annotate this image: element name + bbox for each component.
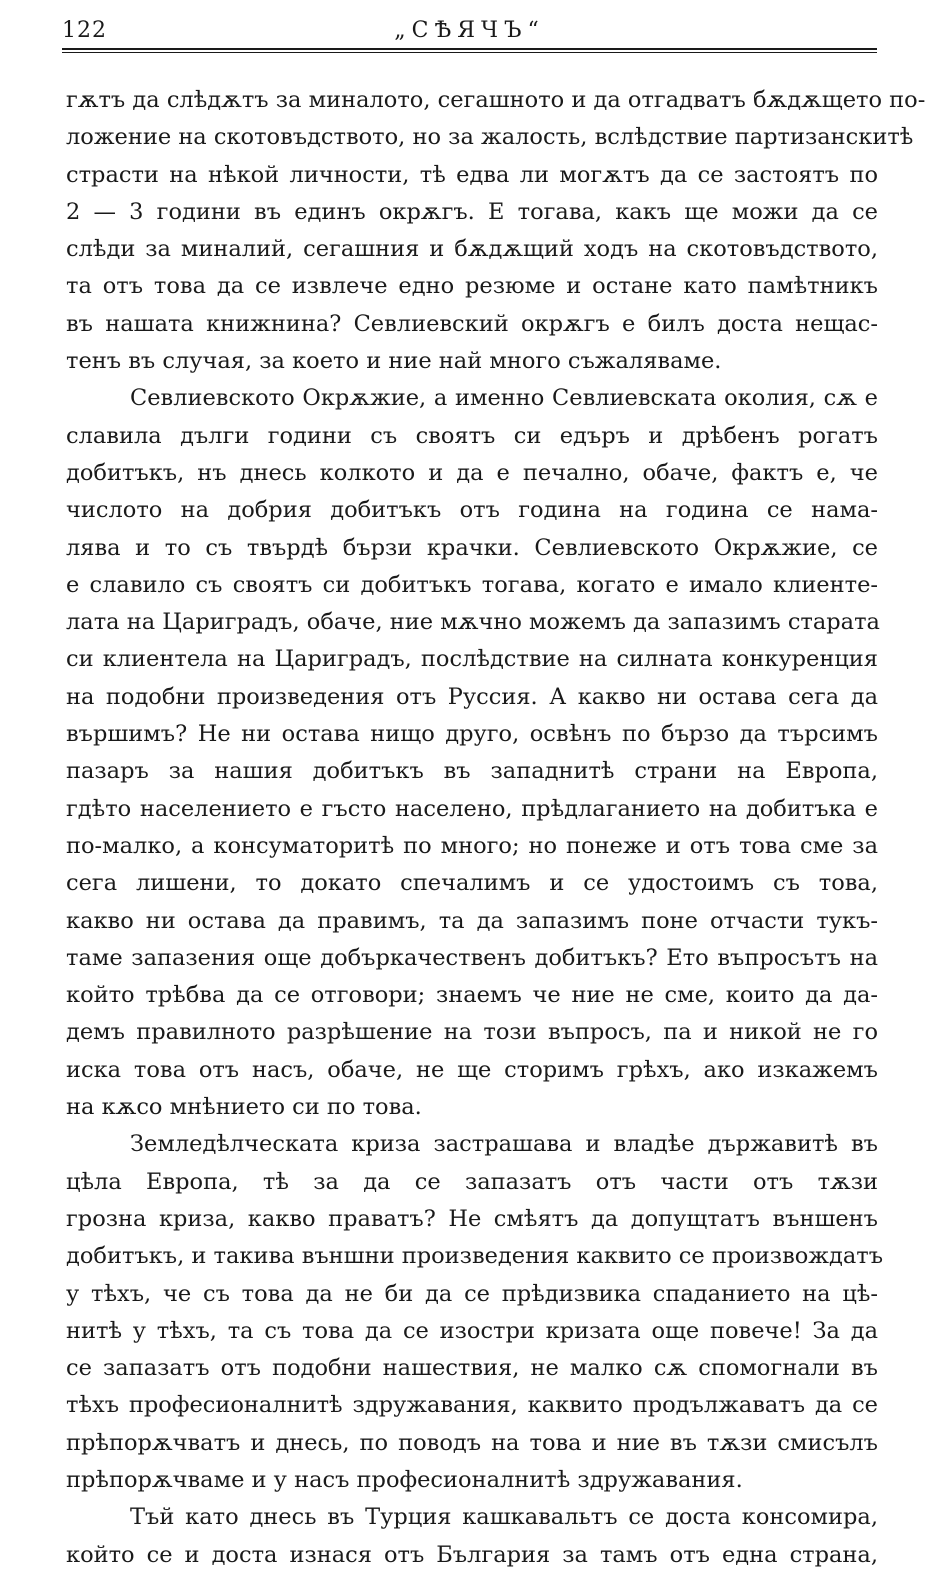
journal-title: „СѢЯЧЪ“	[394, 18, 545, 43]
text-line: на подобни произведения отъ Руссия. А какво ни остава сега да	[66, 683, 878, 710]
text-line: който трѣбва да се отговори; знаемъ че ние не сме, които да да-	[66, 982, 878, 1009]
text-line: цѣла Европа, тѣ за да се запазатъ отъ части отъ тѫзи	[66, 1168, 878, 1195]
text-line: лата на Цариградъ, обаче, ние мѫчно можемъ да запазимъ старата	[66, 609, 880, 636]
text-line: славила дълги години съ своятъ си едъръ и дрѣбенъ рогатъ	[66, 422, 878, 449]
text-line: добитъкъ, нъ днесь колкото и да е печално, обаче, фактъ е, че	[66, 459, 878, 486]
text-line: тенъ въ случая, за което и ние най много съжаляваме.	[66, 348, 722, 375]
text-line: нитѣ у тѣхъ, та съ това да се изостри кризата още повече! За да	[66, 1317, 878, 1344]
text-line: страсти на нѣкой личности, тѣ едва ли могѫтъ да се застоятъ по	[66, 161, 878, 188]
text-line: на кѫсо мнѣнието си по това.	[66, 1094, 422, 1121]
running-head	[62, 18, 877, 48]
text-line: тѣхъ професионалнитѣ здружавания, каквито продължаватъ да се	[66, 1392, 878, 1419]
text-line: прѣпорѫчваме и у насъ професионалнитѣ здружавания.	[66, 1466, 743, 1493]
text-line: гдѣто населението е гъсто населено, прѣдлаганието на добитъка е	[66, 795, 878, 822]
text-line: иска това отъ насъ, обаче, не ще сторимъ грѣхъ, ако изкажемъ	[66, 1056, 878, 1083]
text-line: слѣди за миналий, сегашния и бѫдѫщий ходъ на скотовъдството,	[66, 236, 878, 263]
text-line: у тѣхъ, че съ това да не би да се прѣдизвика спаданието на цѣ-	[66, 1280, 878, 1307]
text-line: сега лишени, то докато спечалимъ и се удостоимъ съ това,	[66, 870, 878, 897]
text-line: добитъкъ, и такива външни произведения каквито се произвождатъ	[66, 1243, 884, 1270]
text-line: пазаръ за нашия добитъкъ въ западнитѣ страни на Европа,	[66, 758, 878, 785]
text-line: 2 — 3 години въ единъ окрѫгъ. Е тогава, какъ ще можи да се	[66, 198, 878, 225]
text-line: вършимъ? Не ни остава нищо друго, освѣнъ по бързо да търсимъ	[66, 721, 878, 748]
text-line: какво ни остава да правимъ, та да запазимъ поне отчасти тукъ-	[66, 907, 878, 934]
text-line: тамe запазения още добъркачественъ добитъкъ? Ето въпросътъ на	[66, 944, 878, 971]
text-line: гѫтъ да слѣдѫтъ за миналото, сегашното и да отгадватъ бѫдѫщето по-	[66, 87, 926, 113]
text-line: та отъ това да се извлече едно резюме и остане като памѣтникъ	[66, 273, 878, 300]
text-line: който се и доста изнася отъ България за тамъ отъ една страна,	[66, 1541, 878, 1568]
text-line: ложение на скотовъдството, но за жалость, вслѣдствие партизанскитѣ	[66, 124, 914, 151]
header-rule	[62, 48, 877, 53]
text-line: по-малко, а консуматоритѣ по много; но понеже и отъ това сме за	[66, 832, 878, 859]
text-line: лява и то съ твърдѣ бързи крачки. Севлиевското Окрѫжие, се	[66, 534, 878, 561]
paragraph-first-line: Севлиевското Окрѫжие, а именно Севлиевската околия, сѫ е	[130, 385, 878, 412]
text-line: си клиентела на Цариградъ, послѣдствие на силната конкуренция	[66, 646, 878, 673]
text-line: въ нашата книжнина? Севлиевский окрѫгъ е билъ доста нещас-	[66, 310, 878, 337]
text-line: числото на добрия добитъкъ отъ година на година се намa-	[66, 497, 878, 524]
body-text	[66, 82, 926, 1574]
page-number: 122	[62, 18, 107, 43]
text-line: демъ правилното разрѣшение на този въпросъ, па и никой не го	[66, 1019, 878, 1046]
paragraph-first-line: Тъй като днесь въ Турция кашкавальтъ се доста консомира,	[130, 1504, 878, 1531]
text-line: се запазатъ отъ подобни нашествия, не малко сѫ спомогнали въ	[66, 1355, 878, 1382]
text-line: грозна криза, какво праватъ? Не смѣятъ да допущтатъ външенъ	[66, 1205, 878, 1232]
text-line: е славило съ своятъ си добитъкъ тогава, когато е имало клиенте-	[66, 571, 878, 598]
paragraph-first-line: Землeдѣлческата криза застрашава и владѣе държавитѣ въ	[130, 1131, 878, 1158]
text-line: прѣпорѫчватъ и днесь, по поводъ на това и ние въ тѫзи смисълъ	[66, 1429, 878, 1456]
